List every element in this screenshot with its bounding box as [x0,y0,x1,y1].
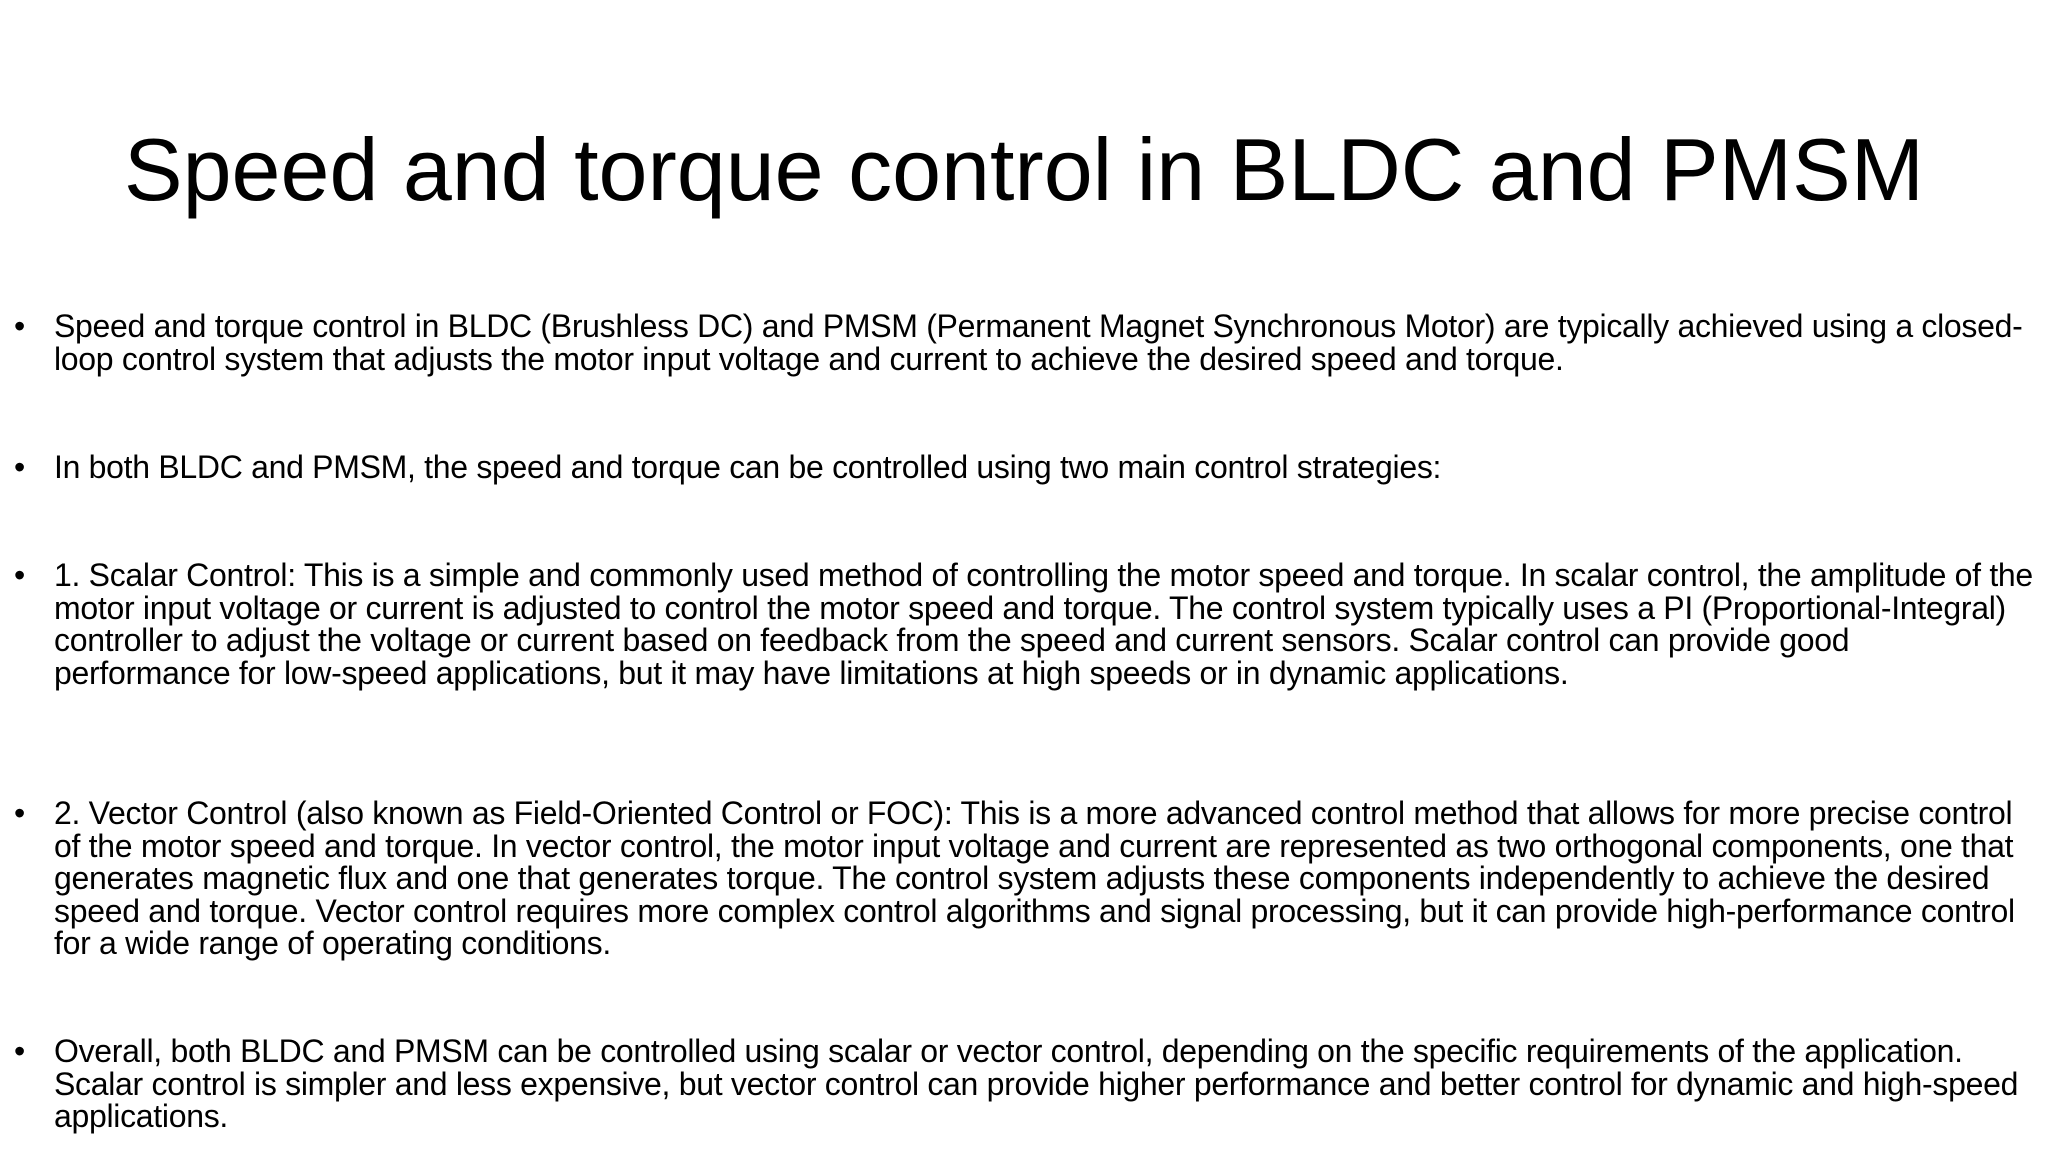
bullet-item [14,451,2034,484]
bullet-text: 1. Scalar Control: This is a simple and commonly used method of controlling the motor speed and torque. In scalar control, the amplitude of the motor input voltage or current is adjusted to control the motor speed and torque. The control system typically uses a PI (Proportional-Integral) controller to adjust the voltage or current based on feedback from the speed and current sensors. Scalar control can provide good performance for low-speed applications, but it may have limitations at high speeds or in dynamic applications. [54,557,2033,691]
bullet-dot: • [14,449,26,485]
bullet-item [14,797,2034,960]
bullet-dot: • [14,1033,26,1069]
bullet-text: Speed and torque control in BLDC (Brushless DC) and PMSM (Permanent Magnet Synchronous Motor) are typically achieved using a closed-loop control system that adjusts the motor input voltage and current to achieve the desired speed and torque. [54,308,2023,377]
bullet-text: In both BLDC and PMSM, the speed and torque can be controlled using two main control strategies: [54,449,1442,485]
bullet-dot: • [14,308,26,344]
bullet-item [14,310,2034,375]
bullet-text: 2. Vector Control (also known as Field-Oriented Control or FOC): This is a more advanced control method that allows for more precise control of the motor speed and torque. In vector control, the motor input voltage and current are represented as two orthogonal components, one that generates magnetic flux and one that generates torque. The control system adjusts these components independently to achieve the desired speed and torque. Vector control requires more complex control algorithms and signal processing, but it can provide high-performance control for a wide range of operating conditions. [54,795,2015,961]
bullet-dot: • [14,795,26,831]
bullet-item [14,559,2034,689]
slide-title: Speed and torque control in BLDC and PMSM [123,120,1925,219]
bullet-dot: • [14,557,26,593]
bullet-item [14,1035,2034,1133]
bullet-text: Overall, both BLDC and PMSM can be controlled using scalar or vector control, depending on the specific requirements of the application. Scalar control is simpler and less expensive, but vector control can provide higher performance and better control for dynamic and high-speed applications. [54,1033,2019,1134]
